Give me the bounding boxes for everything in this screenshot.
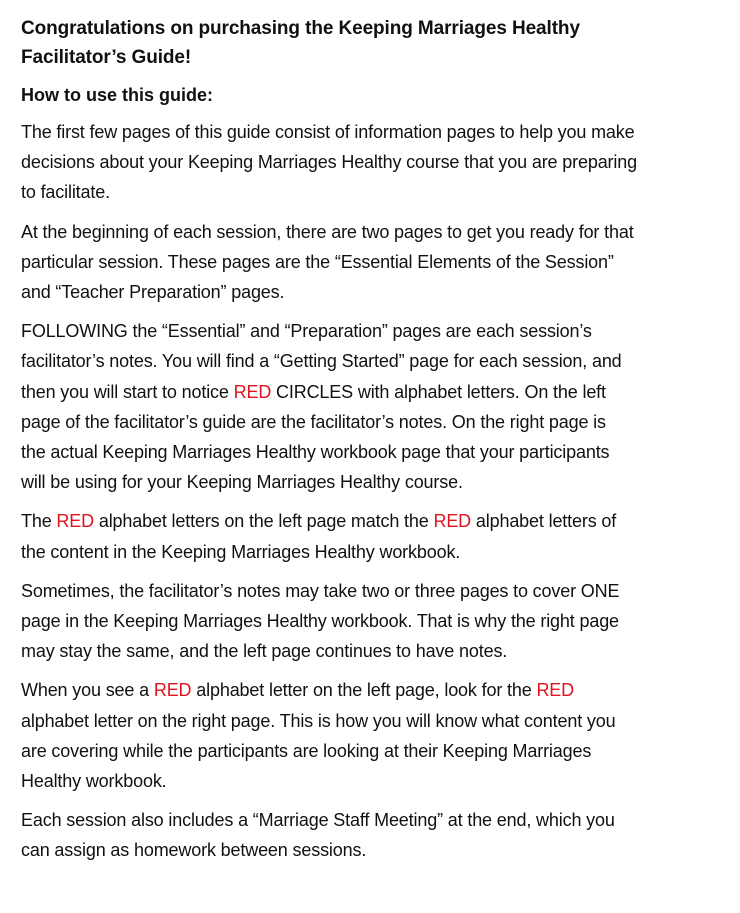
document-page bbox=[21, 14, 727, 875]
paragraph-red-letters bbox=[21, 506, 727, 566]
text-line: facilitator’s notes. You will find a “Getting Started” page for each session, and bbox=[21, 351, 622, 372]
text-segment: When you see a bbox=[21, 680, 154, 701]
red-highlight: RED bbox=[433, 511, 472, 532]
text-line: The first few pages of this guide consist of information pages to help you make bbox=[21, 122, 635, 142]
paragraph-multiple-pages bbox=[21, 576, 727, 667]
text-segment: The bbox=[21, 511, 57, 532]
paragraph-intro bbox=[21, 117, 727, 208]
section-subheading: How to use this guide: bbox=[21, 85, 213, 105]
text-line: may stay the same, and the left page continues to have notes. bbox=[21, 641, 508, 662]
text-line: FOLLOWING the “Essential” and “Preparation” pages are each session’s bbox=[21, 321, 592, 342]
text-line bbox=[21, 675, 727, 705]
text-line: Healthy workbook. bbox=[21, 771, 167, 792]
text-line: will be using for your Keeping Marriages Healthy course. bbox=[21, 472, 463, 493]
text-line: Each session also includes a “Marriage Staff Meeting” at the end, which you bbox=[21, 810, 615, 831]
text-segment: then you will start to notice bbox=[21, 381, 234, 402]
title-line: Facilitator’s Guide! bbox=[21, 47, 192, 68]
text-line: particular session. These pages are the “Essential Elements of the Session” bbox=[21, 251, 614, 272]
text-segment: CIRCLES with alphabet letters. On the left bbox=[271, 381, 606, 402]
text-segment: alphabet letters on the left page match the bbox=[93, 511, 434, 532]
red-highlight: RED bbox=[56, 511, 94, 532]
text-line: the content in the Keeping Marriages Healthy workbook. bbox=[21, 541, 461, 562]
text-line: At the beginning of each session, there are two pages to get you ready for that bbox=[21, 221, 634, 242]
text-line: page of the facilitator’s guide are the facilitator’s notes. On the right page is bbox=[21, 411, 606, 432]
text-line: and “Teacher Preparation” pages. bbox=[21, 282, 285, 303]
text-segment: alphabet letter on the left page, look for the bbox=[191, 680, 537, 701]
text-line: to facilitate. bbox=[21, 182, 110, 203]
red-highlight: RED bbox=[536, 680, 575, 701]
text-line bbox=[21, 377, 727, 407]
title-line: Congratulations on purchasing the Keeping Marriages Healthy bbox=[21, 18, 580, 39]
paragraph-session-pages bbox=[21, 217, 727, 308]
text-line: page in the Keeping Marriages Healthy workbook. That is why the right page bbox=[21, 611, 619, 632]
red-highlight: RED bbox=[233, 381, 272, 402]
paragraph-facilitator-notes bbox=[21, 316, 727, 497]
text-segment: alphabet letters of bbox=[471, 511, 617, 532]
text-line: are covering while the participants are looking at their Keeping Marriages bbox=[21, 740, 592, 761]
text-line: decisions about your Keeping Marriages Healthy course that you are preparing bbox=[21, 152, 637, 173]
text-line: Sometimes, the facilitator’s notes may take two or three pages to cover ONE bbox=[21, 580, 620, 601]
text-line: alphabet letter on the right page. This is how you will know what content you bbox=[21, 710, 616, 731]
red-highlight: RED bbox=[153, 680, 192, 701]
paragraph-matching-letters bbox=[21, 675, 727, 796]
text-line: can assign as homework between sessions. bbox=[21, 840, 367, 861]
text-line: the actual Keeping Marriages Healthy workbook page that your participants bbox=[21, 442, 610, 463]
document-title bbox=[21, 14, 727, 72]
paragraph-staff-meeting bbox=[21, 805, 727, 865]
text-line bbox=[21, 506, 727, 536]
